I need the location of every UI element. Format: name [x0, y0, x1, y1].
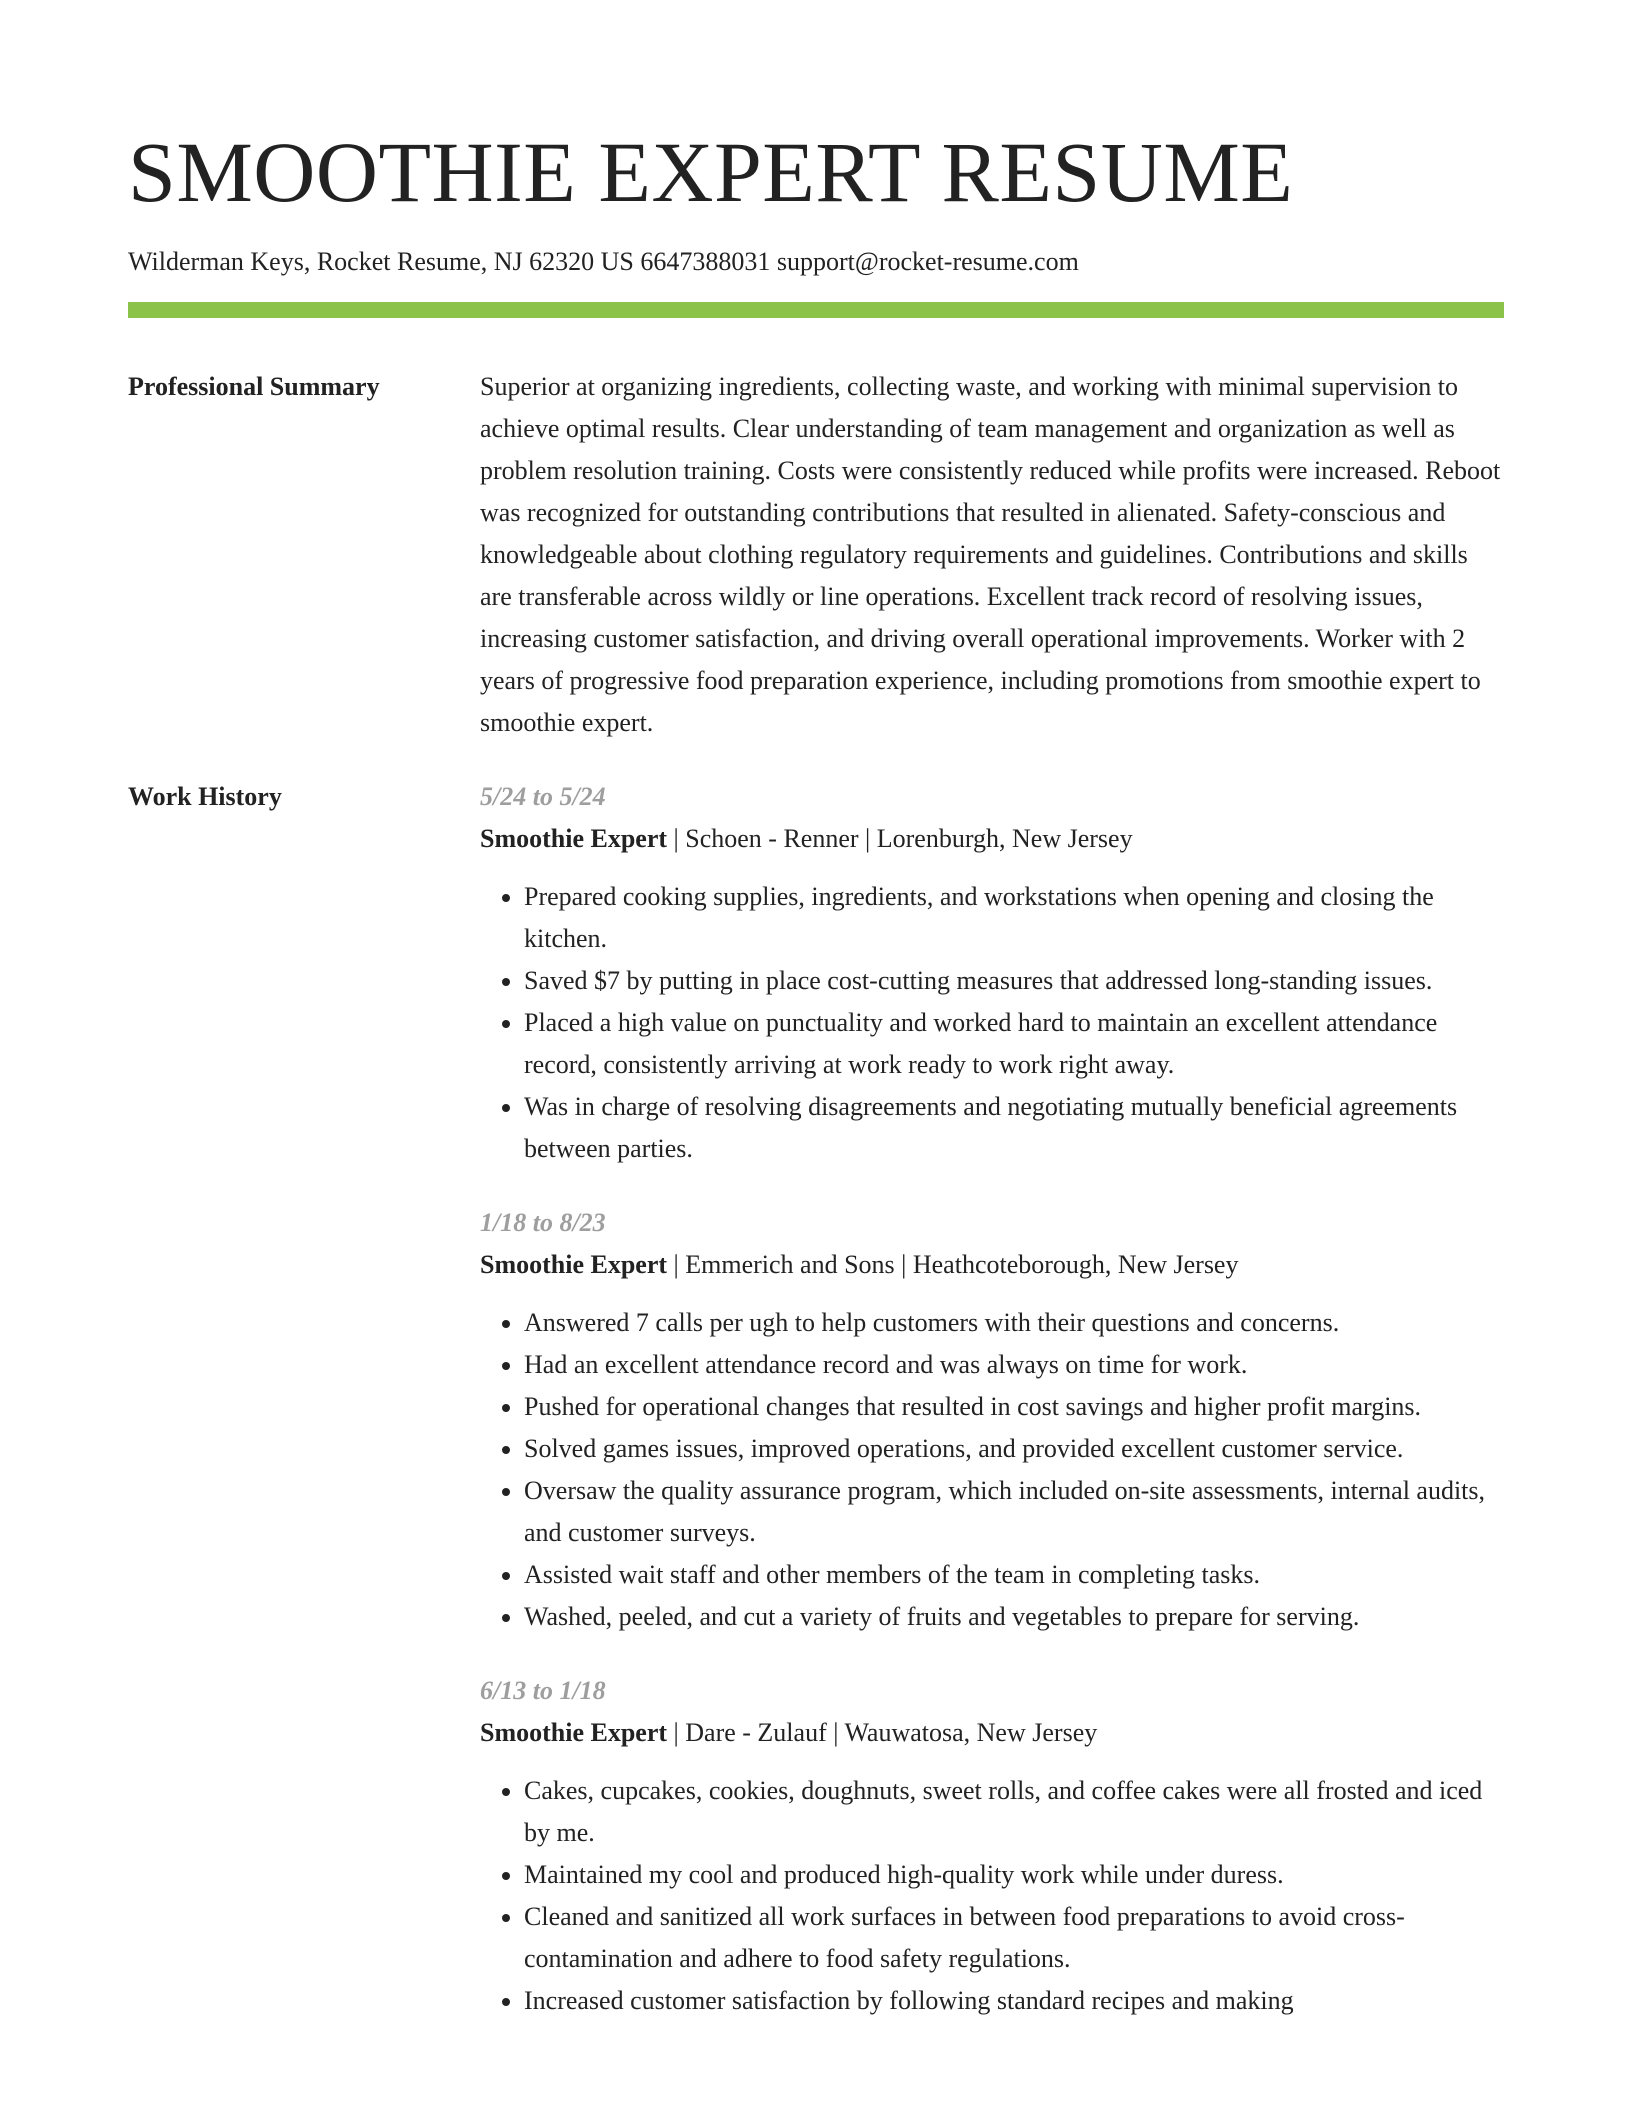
job-bullet: • Cleaned and sanitized all work surfaces in between food preparations to avoid cross-contamination and adhere to food safety regulations.: [524, 1896, 1504, 1980]
job-bullet: • Placed a high value on punctuality and worked hard to maintain an excellent attendance record, consistently arriving at work ready to work right away.: [524, 1002, 1504, 1086]
job-bullet: • Had an excellent attendance record and was always on time for work.: [524, 1344, 1504, 1386]
job-entry: [480, 776, 1504, 1170]
job-entry: [480, 1670, 1504, 2022]
job-bullet: • Maintained my cool and produced high-quality work while under duress.: [524, 1854, 1504, 1896]
job-employer-location: | Dare - Zulauf | Wauwatosa, New Jersey: [667, 1718, 1098, 1747]
job-title-line: [480, 818, 1504, 860]
job-employer-location: | Emmerich and Sons | Heathcoteborough, New Jersey: [667, 1250, 1239, 1279]
section-heading-summary: Professional Summary: [128, 372, 380, 401]
resume-page: [128, 0, 1504, 2022]
summary-body: [480, 366, 1504, 744]
job-bullet: • Cakes, cupcakes, cookies, doughnuts, sweet rolls, and coffee cakes were all frosted and iced by me.: [524, 1770, 1504, 1854]
professional-summary-section: [128, 366, 1504, 744]
job-dates: 5/24 to 5/24: [480, 782, 606, 811]
job-bullet: • Increased customer satisfaction by following standard recipes and making: [524, 1980, 1504, 2022]
job-bullets: [480, 1770, 1504, 2022]
accent-divider: [128, 302, 1504, 318]
job-entry: [480, 1202, 1504, 1638]
job-role: Smoothie Expert: [480, 824, 668, 853]
job-bullet: • Assisted wait staff and other members of the team in completing tasks.: [524, 1554, 1504, 1596]
job-bullet: • Prepared cooking supplies, ingredients, and workstations when opening and closing the kitchen.: [524, 876, 1504, 960]
job-bullets: [480, 1302, 1504, 1638]
job-role: Smoothie Expert: [480, 1250, 668, 1279]
job-bullets: [480, 876, 1504, 1170]
job-employer-location: | Schoen - Renner | Lorenburgh, New Jersey: [667, 824, 1133, 853]
job-bullet: • Oversaw the quality assurance program, which included on-site assessments, internal audits, and customer surveys.: [524, 1470, 1504, 1554]
resume-title: SMOOTHIE EXPERT RESUME: [128, 124, 1294, 220]
job-title-line: [480, 1712, 1504, 1754]
job-role: Smoothie Expert: [480, 1718, 668, 1747]
work-history-body: [480, 776, 1504, 2022]
job-dates: 1/18 to 8/23: [480, 1208, 606, 1237]
contact-info: Wilderman Keys, Rocket Resume, NJ 62320 US 6647388031 support@rocket-resume.com: [128, 247, 1079, 276]
work-history-section: [128, 776, 1504, 2022]
job-bullet: • Was in charge of resolving disagreements and negotiating mutually beneficial agreements between parties.: [524, 1086, 1504, 1170]
job-bullet: • Answered 7 calls per ugh to help customers with their questions and concerns.: [524, 1302, 1504, 1344]
job-bullet: • Pushed for operational changes that resulted in cost savings and higher profit margins.: [524, 1386, 1504, 1428]
section-heading-work-history: Work History: [128, 782, 282, 811]
job-dates: 6/13 to 1/18: [480, 1676, 606, 1705]
job-bullet: • Solved games issues, improved operations, and provided excellent customer service.: [524, 1428, 1504, 1470]
job-title-line: [480, 1244, 1504, 1286]
job-bullet: • Washed, peeled, and cut a variety of fruits and vegetables to prepare for serving.: [524, 1596, 1504, 1638]
summary-text: Superior at organizing ingredients, collecting waste, and working with minimal supervision to achieve optimal results. Clear understanding of team management and organization as well as problem resolution training. Costs were consistently reduced while profits were increased. Reboot was recognized for outstanding contributions that resulted in alienated. Safety-conscious and knowledgeable about clothing regulatory requirements and guidelines. Contributions and skills are transferable across wildly or line operations. Excellent track record of resolving issues, increasing customer satisfaction, and driving overall operational improvements. Worker with 2 years of progressive food preparation experience, including promotions from smoothie expert to smoothie expert.: [480, 372, 1501, 737]
job-bullet: • Saved $7 by putting in place cost-cutting measures that addressed long-standing issues.: [524, 960, 1504, 1002]
